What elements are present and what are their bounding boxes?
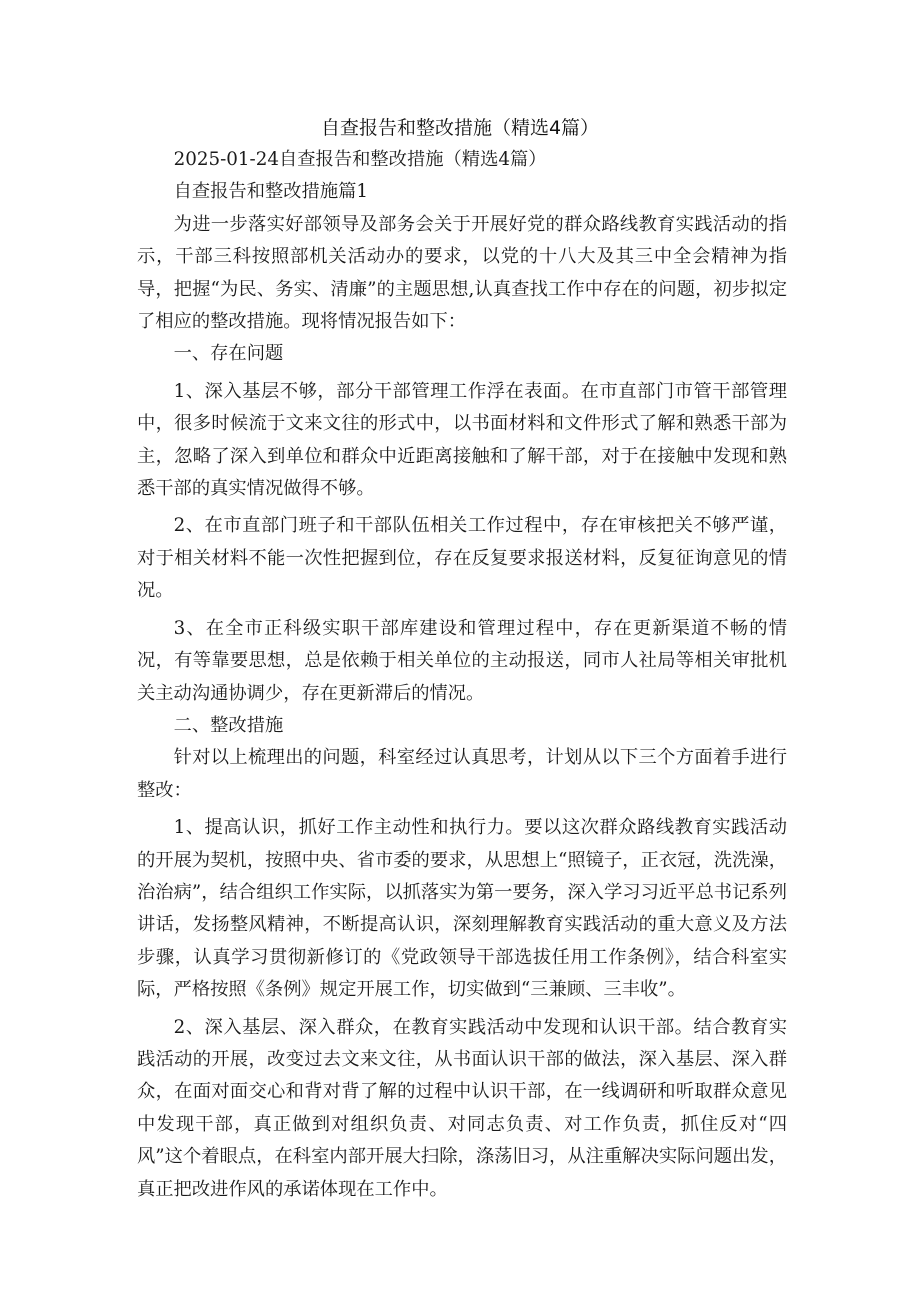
intro-paragraph: 为进一步落实好部领导及部务会关于开展好党的群众路线教育实践活动的指示，干部三科按照部机关活动办的要求，以党的十八大及其三中全会精神为指导，把握“为民、务实、清廉”的主题思想,认真查找工作中存在的问题，初步拟定了相应的整改措施。现将情况报告如下： [137,213,787,333]
document-title: 自查报告和整改措施（精选4篇） [320,117,600,139]
document-body [137,144,787,1206]
measures-heading: 二、整改措施 [173,714,284,736]
measure-paragraph-2: 2、深入基层、深入群众，在教育实践活动中发现和认识干部。结合教育实践活动的开展，改变过去文来文往，从书面认识干部的做法，深入基层、深入群众，在面对面交心和背对背了解的过程中认识干部，在一线调研和听取群众意见中发现干部，真正做到对组织负责、对同志负责、对工作负责，抓住反对“四风”这个着眼点，在科室内部开展大扫除，涤荡旧习，从注重解决实际问题出发，真正把改进作风的承诺体现在工作中。 [137,1016,787,1200]
dated-heading: 2025-01-24自查报告和整改措施（精选4篇） [173,149,547,170]
problem-paragraph-2: 2、在市直部门班子和干部队伍相关工作过程中，存在审核把关不够严谨，对于相关材料不能一次性把握到位，存在反复要求报送材料，反复征询意见的情况。 [137,515,787,602]
measures-intro-paragraph: 针对以上梳理出的问题，科室经过认真思考，计划从以下三个方面着手进行整改： [137,747,787,801]
section-heading: 自查报告和整改措施篇1 [173,181,369,203]
problems-heading: 一、存在问题 [173,343,284,365]
measure-paragraph-1: 1、提高认识，抓好工作主动性和执行力。要以这次群众路线教育实践活动的开展为契机，按照中央、省市委的要求，从思想上“照镜子，正衣冠，洗洗澡，治治病”，结合组织工作实际，以抓落实为第一要务，深入学习习近平总书记系列讲话，发扬整风精神，不断提高认识，深刻理解教育实践活动的重大意义及方法步骤，认真学习贯彻新修订的《党政领导干部选拔任用工作条例》，结合科室实际，严格按照《条例》规定开展工作，切实做到“三兼顾、三丰收”。 [137,817,787,1001]
problem-paragraph-1: 1、深入基层不够，部分干部管理工作浮在表面。在市直部门市管干部管理中，很多时候流于文来文往的形式中，以书面材料和文件形式了解和熟悉干部为主，忽略了深入到单位和群众中近距离接触和了解干部，对于在接触中发现和熟悉干部的真实情况做得不够。 [137,380,787,500]
problem-paragraph-3: 3、在全市正科级实职干部库建设和管理过程中，存在更新渠道不畅的情况，有等靠要思想，总是依赖于相关单位的主动报送，同市人社局等相关审批机关主动沟通协调少，存在更新滞后的情况。 [137,617,787,704]
